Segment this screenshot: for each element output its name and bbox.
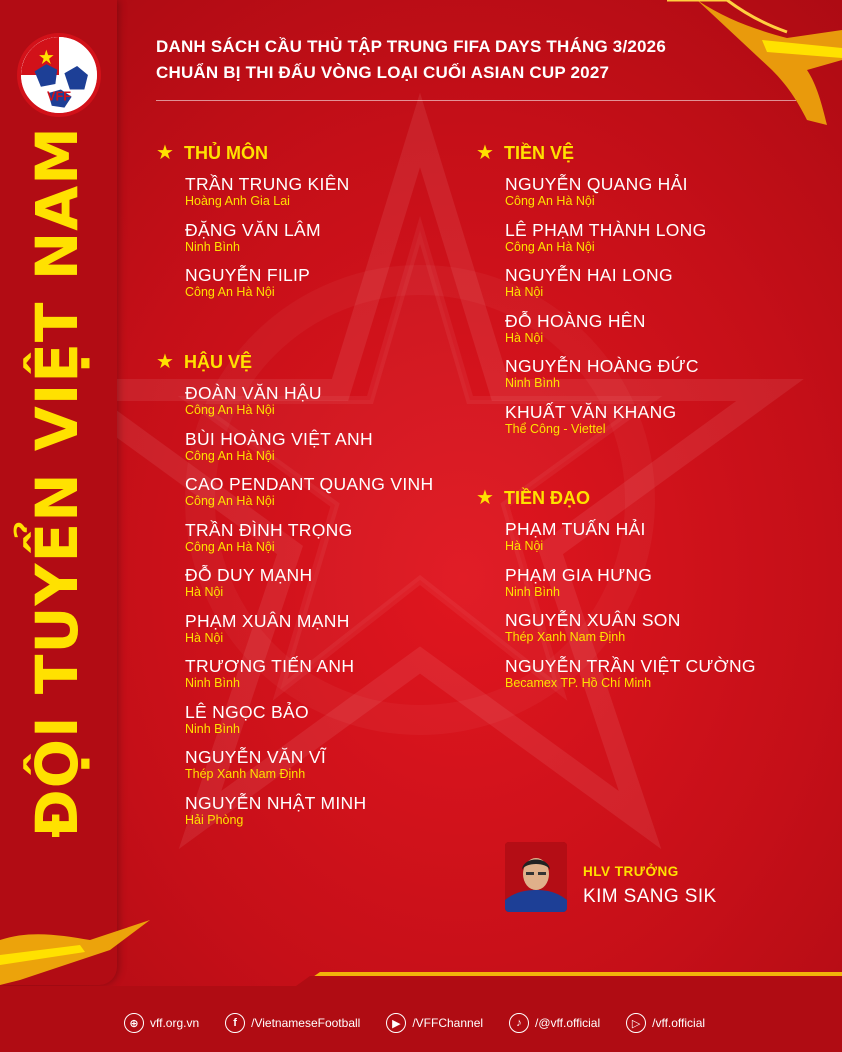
youtube-icon: ▶	[386, 1013, 406, 1033]
player-item	[505, 519, 806, 565]
player-name: ĐOÀN VĂN HẬU	[185, 383, 322, 403]
player-club: Becamex TP. Hồ Chí Minh	[505, 675, 652, 690]
player-club: Công An Hà Nội	[185, 539, 275, 554]
player-name: LÊ PHẠM THÀNH LONG	[505, 219, 707, 240]
left-panel	[0, 0, 117, 985]
player-name: TRƯƠNG TIẾN ANH	[185, 656, 355, 676]
player-club: Thép Xanh Nam Định	[185, 767, 306, 781]
section-title-text: TIỀN ĐẠO	[504, 487, 591, 508]
player-club: Công An Hà Nội	[185, 494, 275, 508]
social-youtube[interactable]	[386, 1013, 483, 1033]
player-item	[185, 565, 466, 611]
head-coach	[505, 842, 785, 912]
player-club: Ninh Bình	[185, 676, 240, 690]
player-item	[185, 174, 456, 220]
player-item	[185, 747, 466, 793]
player-name: TRẦN ĐÌNH TRỌNG	[185, 519, 353, 540]
player-club: Ninh Bình	[505, 584, 560, 599]
player-name: ĐẶNG VĂN LÂM	[185, 219, 321, 240]
player-item	[185, 702, 466, 748]
social-label: vff.org.vn	[150, 1016, 200, 1030]
tiktok-icon: ♪	[509, 1013, 529, 1033]
team-title	[22, 126, 92, 838]
player-name: TRẦN TRUNG KIÊN	[185, 174, 350, 194]
player-club: Hà Nội	[185, 585, 224, 599]
player-name: NGUYỄN HOÀNG ĐỨC	[505, 356, 699, 376]
player-item	[505, 356, 796, 402]
section-title-text: THỦ MÔN	[184, 142, 268, 163]
player-club: Công An Hà Nội	[185, 403, 275, 417]
player-club: Hà Nội	[185, 630, 224, 645]
player-item	[505, 311, 796, 357]
social-label: /VietnameseFootball	[251, 1016, 361, 1030]
player-name: NGUYỄN QUANG HẢI	[505, 174, 688, 194]
player-name: ĐỖ HOÀNG HÊN	[505, 310, 646, 331]
page-header	[156, 34, 756, 86]
player-name: NGUYỄN HAI LONG	[505, 265, 673, 285]
player-club: Hải Phòng	[185, 812, 244, 827]
player-club: Thép Xanh Nam Định	[505, 630, 626, 644]
player-item	[185, 220, 456, 266]
coach-role: HLV TRƯỞNG	[583, 864, 679, 879]
section-title-text: TIỀN VỆ	[504, 142, 575, 163]
player-item	[185, 429, 466, 475]
player-item	[185, 383, 466, 429]
player-club: Công An Hà Nội	[185, 285, 275, 299]
vff-logo-text: VFF	[47, 89, 71, 104]
player-club: Hà Nội	[505, 539, 544, 553]
player-club: Hoàng Anh Gia Lai	[185, 194, 290, 208]
coach-name: KIM SANG SIK	[583, 886, 717, 907]
social-label: /@vff.official	[535, 1016, 601, 1030]
player-item	[185, 793, 466, 839]
facebook-icon: f	[225, 1013, 245, 1033]
player-item	[185, 265, 456, 311]
player-club: Công An Hà Nội	[505, 239, 595, 254]
player-name: NGUYỄN XUÂN SON	[505, 610, 681, 630]
player-club: Công An Hà Nội	[185, 448, 275, 463]
social-label: /vff.official	[652, 1016, 706, 1030]
player-name: CAO PENDANT QUANG VINH	[185, 474, 434, 494]
player-name: NGUYỄN TRẦN VIỆT CƯỜNG	[505, 655, 756, 676]
player-club: Thể Công - Viettel	[505, 421, 606, 436]
section-midfielders	[476, 142, 796, 447]
section-forwards	[476, 487, 806, 701]
header-divider	[156, 100, 796, 101]
player-name: NGUYỄN VĂN VĨ	[185, 747, 327, 767]
player-name: NGUYỄN FILIP	[185, 265, 311, 285]
social-facebook[interactable]	[225, 1013, 360, 1033]
player-name: KHUẤT VĂN KHANG	[505, 401, 677, 422]
section-title	[476, 487, 806, 509]
header-line-1: DANH SÁCH CẦU THỦ TẬP TRUNG FIFA DAYS THÁNG 3/2026	[156, 37, 666, 56]
player-club: Hà Nội	[505, 285, 544, 299]
player-club: Ninh Bình	[185, 239, 240, 254]
player-item	[185, 474, 466, 520]
section-defenders	[156, 351, 466, 838]
player-name: PHẠM GIA HƯNG	[505, 564, 653, 585]
player-item	[185, 656, 466, 702]
player-item	[505, 402, 796, 448]
player-club: Ninh Bình	[185, 721, 240, 736]
vff-logo	[17, 33, 101, 117]
player-name: PHẠM TUẤN HẢI	[505, 519, 646, 539]
social-label: /VFFChannel	[412, 1016, 484, 1030]
player-name: BÙI HOÀNG VIỆT ANH	[185, 428, 373, 449]
player-name: ĐỖ DUY MẠNH	[185, 565, 313, 585]
section-title	[156, 142, 456, 164]
section-title	[476, 142, 796, 164]
social-website[interactable]	[124, 1013, 199, 1033]
player-club: Hà Nội	[505, 330, 544, 345]
social-tiktok[interactable]	[509, 1013, 600, 1033]
player-item	[505, 265, 796, 311]
social-play[interactable]	[626, 1013, 705, 1033]
player-club: Công An Hà Nội	[505, 194, 595, 208]
star-icon: ★	[156, 351, 174, 373]
team-title-text: ĐỘI TUYỂN VIỆT NAM	[23, 126, 91, 838]
social-links	[124, 1013, 731, 1033]
player-item	[185, 520, 466, 566]
player-item	[185, 611, 466, 657]
section-goalkeepers	[156, 142, 456, 311]
player-item	[505, 565, 806, 611]
player-item	[505, 174, 796, 220]
coach-photo	[505, 842, 567, 912]
player-item	[505, 220, 796, 266]
play-icon: ▷	[626, 1013, 646, 1033]
star-icon: ★	[476, 487, 494, 509]
section-title	[156, 351, 466, 373]
player-club: Ninh Bình	[505, 376, 560, 390]
globe-icon: ⊕	[124, 1013, 144, 1033]
player-name: PHẠM XUÂN MẠNH	[185, 610, 350, 631]
footer-stripe	[0, 972, 842, 986]
star-icon: ★	[476, 142, 494, 164]
star-icon: ★	[156, 142, 174, 164]
header-line-2: CHUẨN BỊ THI ĐẤU VÒNG LOẠI CUỐI ASIAN CUP 2027	[156, 63, 610, 82]
section-title-text: HẬU VỆ	[184, 351, 253, 372]
player-name: LÊ NGỌC BẢO	[185, 701, 309, 722]
player-name: NGUYỄN NHẬT MINH	[185, 792, 367, 813]
player-item	[505, 656, 806, 702]
player-item	[505, 610, 806, 656]
